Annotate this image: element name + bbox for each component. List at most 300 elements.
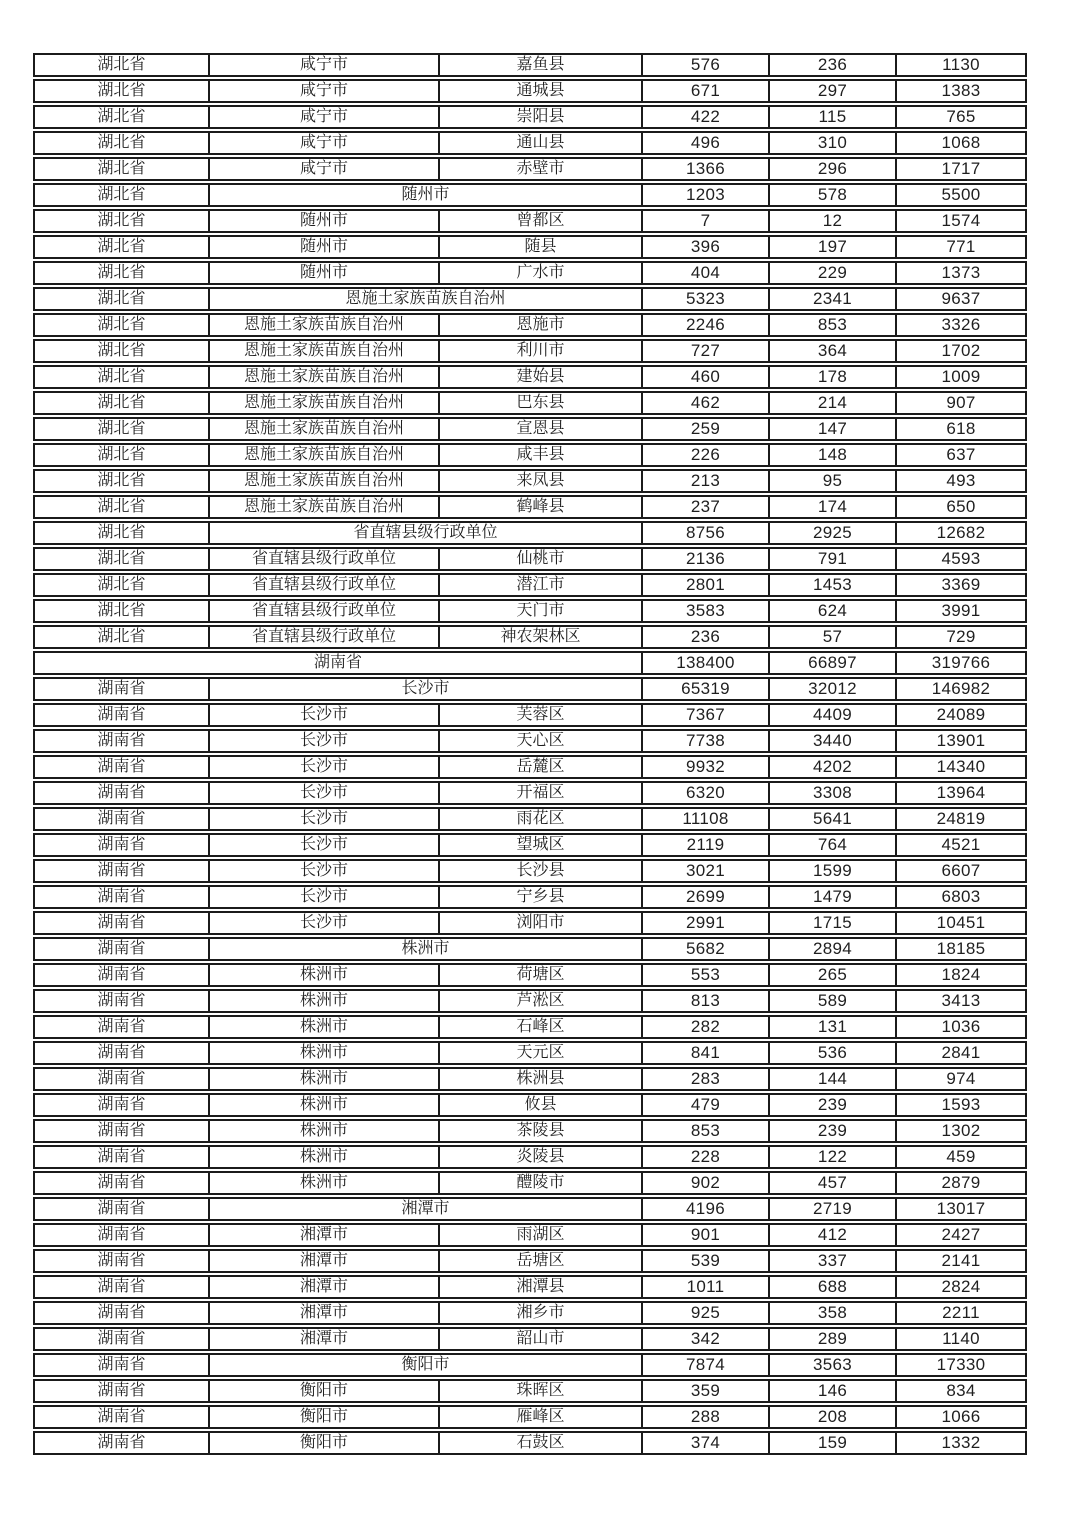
value2-cell: 144 (770, 1069, 897, 1089)
city-cell: 长沙市 (210, 861, 440, 881)
value1-cell: 479 (643, 1095, 770, 1115)
value3-cell: 1036 (941, 1017, 981, 1036)
value2-cell: 57 (770, 627, 897, 647)
county-cell: 株洲县 (440, 1069, 643, 1089)
value1-cell: 228 (643, 1147, 770, 1167)
value2-cell: 147 (770, 419, 897, 439)
table-row (33, 1197, 1027, 1221)
county-cell: 珠晖区 (440, 1381, 643, 1401)
value3-cell: 1302 (941, 1121, 981, 1140)
city-total-cell: 恩施土家族苗族自治州 (210, 289, 643, 309)
value1-cell: 8756 (643, 523, 770, 543)
city-cell: 衡阳市 (210, 1381, 440, 1401)
value2-cell: 297 (770, 81, 897, 101)
value2-cell: 1599 (770, 861, 897, 881)
value3-cell: 1593 (941, 1095, 981, 1114)
table-row (33, 79, 1027, 103)
value3-cell: 18185 (936, 939, 986, 958)
county-cell: 广水市 (440, 263, 643, 283)
city-cell: 咸宁市 (210, 81, 440, 101)
county-cell: 嘉鱼县 (440, 55, 643, 75)
city-cell: 长沙市 (210, 809, 440, 829)
table-row (33, 755, 1027, 779)
value2-cell: 1453 (770, 575, 897, 595)
value1-cell: 65319 (643, 679, 770, 699)
table-row (33, 1171, 1027, 1195)
province-cell: 湖北省 (35, 601, 210, 621)
city-cell: 省直辖县级行政单位 (210, 575, 440, 595)
value2-cell: 289 (770, 1329, 897, 1349)
value1-cell: 5323 (643, 289, 770, 309)
value2-cell: 178 (770, 367, 897, 387)
value1-cell: 237 (643, 497, 770, 517)
table-row (33, 625, 1027, 649)
value1-cell: 901 (643, 1225, 770, 1245)
value2-cell: 229 (770, 263, 897, 283)
city-cell: 长沙市 (210, 731, 440, 751)
table-row (33, 1119, 1027, 1143)
table-row (33, 287, 1027, 311)
value3-cell: 1574 (941, 211, 981, 230)
county-cell: 随县 (440, 237, 643, 257)
city-cell: 株洲市 (210, 965, 440, 985)
city-cell: 咸宁市 (210, 55, 440, 75)
value3-cell: 771 (946, 237, 976, 256)
table-row (33, 781, 1027, 805)
value3-cell: 4521 (941, 835, 981, 854)
province-cell: 湖南省 (35, 679, 210, 699)
value3-cell: 9637 (941, 289, 981, 308)
province-cell: 湖南省 (35, 913, 210, 933)
province-total-cell: 湖南省 (35, 653, 643, 673)
table-row (33, 53, 1027, 77)
value3-cell: 493 (946, 471, 976, 490)
value1-cell: 727 (643, 341, 770, 361)
value3-cell: 2841 (941, 1043, 981, 1062)
province-cell: 湖北省 (35, 159, 210, 179)
city-cell: 株洲市 (210, 1043, 440, 1063)
value3-cell: 1373 (941, 263, 981, 282)
city-cell: 株洲市 (210, 1147, 440, 1167)
table-row (33, 599, 1027, 623)
province-cell: 湖南省 (35, 887, 210, 907)
table-row (33, 105, 1027, 129)
county-cell: 茶陵县 (440, 1121, 643, 1141)
value2-cell: 1715 (770, 913, 897, 933)
county-cell: 利川市 (440, 341, 643, 361)
county-cell: 雨花区 (440, 809, 643, 829)
province-cell: 湖北省 (35, 393, 210, 413)
table-row (33, 1015, 1027, 1039)
province-cell: 湖南省 (35, 1329, 210, 1349)
table-row (33, 495, 1027, 519)
table-row (33, 859, 1027, 883)
value2-cell: 791 (770, 549, 897, 569)
value2-cell: 364 (770, 341, 897, 361)
county-cell: 通城县 (440, 81, 643, 101)
city-cell: 株洲市 (210, 991, 440, 1011)
value3-cell: 5500 (941, 185, 981, 204)
value3-cell: 974 (946, 1069, 976, 1088)
city-cell: 长沙市 (210, 913, 440, 933)
value2-cell: 66897 (770, 653, 897, 673)
city-cell: 湘潭市 (210, 1251, 440, 1271)
province-cell: 湖北省 (35, 523, 210, 543)
province-cell: 湖北省 (35, 81, 210, 101)
value3-cell: 6607 (941, 861, 981, 880)
table-row (33, 1223, 1027, 1247)
province-cell: 湖南省 (35, 991, 210, 1011)
value1-cell: 3583 (643, 601, 770, 621)
value1-cell: 2699 (643, 887, 770, 907)
value1-cell: 2136 (643, 549, 770, 569)
table-row (33, 1301, 1027, 1325)
province-cell: 湖南省 (35, 1303, 210, 1323)
table-row (33, 547, 1027, 571)
value1-cell: 2991 (643, 913, 770, 933)
county-cell: 望城区 (440, 835, 643, 855)
province-cell: 湖北省 (35, 55, 210, 75)
value1-cell: 138400 (643, 653, 770, 673)
value3-cell: 6803 (941, 887, 981, 906)
value2-cell: 4409 (770, 705, 897, 725)
city-cell: 咸宁市 (210, 159, 440, 179)
value2-cell: 148 (770, 445, 897, 465)
province-cell: 湖北省 (35, 575, 210, 595)
county-cell: 神农架林区 (440, 627, 643, 647)
province-cell: 湖南省 (35, 1121, 210, 1141)
city-cell: 株洲市 (210, 1173, 440, 1193)
value3-cell: 13017 (936, 1199, 986, 1218)
city-cell: 恩施土家族苗族自治州 (210, 419, 440, 439)
value3-cell: 2879 (941, 1173, 981, 1192)
table-row (33, 963, 1027, 987)
city-cell: 恩施土家族苗族自治州 (210, 393, 440, 413)
value3-cell: 650 (946, 497, 976, 516)
value1-cell: 7 (643, 211, 770, 231)
value2-cell: 578 (770, 185, 897, 205)
province-cell: 湖南省 (35, 1173, 210, 1193)
value2-cell: 589 (770, 991, 897, 1011)
value1-cell: 1011 (643, 1277, 770, 1297)
value1-cell: 1366 (643, 159, 770, 179)
county-cell: 天元区 (440, 1043, 643, 1063)
table-row (33, 443, 1027, 467)
table-row (33, 677, 1027, 701)
table-row (33, 469, 1027, 493)
value1-cell: 7738 (643, 731, 770, 751)
value1-cell: 226 (643, 445, 770, 465)
value3-cell: 2211 (942, 1303, 980, 1322)
county-cell: 鹤峰县 (440, 497, 643, 517)
table-row (33, 1145, 1027, 1169)
value2-cell: 208 (770, 1407, 897, 1427)
value2-cell: 95 (770, 471, 897, 491)
province-cell: 湖北省 (35, 211, 210, 231)
county-cell: 建始县 (440, 367, 643, 387)
value2-cell: 412 (770, 1225, 897, 1245)
value3-cell: 3326 (941, 315, 981, 334)
value2-cell: 122 (770, 1147, 897, 1167)
value3-cell: 907 (946, 393, 976, 412)
value1-cell: 2801 (643, 575, 770, 595)
value3-cell: 1009 (941, 367, 981, 386)
value1-cell: 288 (643, 1407, 770, 1427)
city-cell: 随州市 (210, 237, 440, 257)
value3-cell: 459 (946, 1147, 976, 1166)
value1-cell: 576 (643, 55, 770, 75)
county-cell: 岳塘区 (440, 1251, 643, 1271)
value2-cell: 296 (770, 159, 897, 179)
county-cell: 荷塘区 (440, 965, 643, 985)
county-cell: 恩施市 (440, 315, 643, 335)
county-cell: 炎陵县 (440, 1147, 643, 1167)
table-row (33, 989, 1027, 1013)
value3-cell: 729 (946, 627, 976, 646)
county-cell: 崇阳县 (440, 107, 643, 127)
value3-cell: 14340 (936, 757, 986, 776)
province-cell: 湖南省 (35, 861, 210, 881)
value3-cell: 618 (946, 419, 976, 438)
value2-cell: 457 (770, 1173, 897, 1193)
province-cell: 湖南省 (35, 705, 210, 725)
county-cell: 通山县 (440, 133, 643, 153)
city-cell: 株洲市 (210, 1095, 440, 1115)
value2-cell: 115 (770, 107, 897, 127)
county-cell: 韶山市 (440, 1329, 643, 1349)
value2-cell: 3440 (770, 731, 897, 751)
city-cell: 衡阳市 (210, 1407, 440, 1427)
value3-cell: 319766 (931, 653, 991, 672)
city-total-cell: 株洲市 (210, 939, 643, 959)
value3-cell: 1824 (941, 965, 981, 984)
table-row (33, 1249, 1027, 1273)
table-row (33, 313, 1027, 337)
value2-cell: 2925 (770, 523, 897, 543)
value2-cell: 239 (770, 1121, 897, 1141)
value2-cell: 239 (770, 1095, 897, 1115)
province-cell: 湖南省 (35, 1199, 210, 1219)
city-cell: 恩施土家族苗族自治州 (210, 315, 440, 335)
province-cell: 湖南省 (35, 809, 210, 829)
value1-cell: 460 (643, 367, 770, 387)
province-cell: 湖南省 (35, 939, 210, 959)
value3-cell: 12682 (936, 523, 986, 542)
city-cell: 咸宁市 (210, 107, 440, 127)
value1-cell: 404 (643, 263, 770, 283)
value3-cell: 2427 (941, 1225, 981, 1244)
value3-cell: 24089 (936, 705, 986, 724)
value2-cell: 2894 (770, 939, 897, 959)
province-cell: 湖北省 (35, 263, 210, 283)
county-cell: 岳麓区 (440, 757, 643, 777)
province-cell: 湖北省 (35, 341, 210, 361)
province-cell: 湖南省 (35, 1355, 210, 1375)
city-cell: 株洲市 (210, 1017, 440, 1037)
city-cell: 长沙市 (210, 757, 440, 777)
value2-cell: 3563 (770, 1355, 897, 1375)
value3-cell: 4593 (941, 549, 981, 568)
value2-cell: 688 (770, 1277, 897, 1297)
county-cell: 芦淞区 (440, 991, 643, 1011)
value2-cell: 159 (770, 1433, 897, 1453)
county-cell: 浏阳市 (440, 913, 643, 933)
value1-cell: 213 (643, 471, 770, 491)
province-cell: 湖南省 (35, 1251, 210, 1271)
table-row (33, 729, 1027, 753)
city-cell: 恩施土家族苗族自治州 (210, 471, 440, 491)
value3-cell: 2141 (941, 1251, 981, 1270)
city-cell: 长沙市 (210, 705, 440, 725)
province-cell: 湖南省 (35, 1433, 210, 1453)
county-cell: 咸丰县 (440, 445, 643, 465)
value2-cell: 214 (770, 393, 897, 413)
province-cell: 湖南省 (35, 731, 210, 751)
table-row (33, 807, 1027, 831)
table-row (33, 417, 1027, 441)
city-cell: 湘潭市 (210, 1225, 440, 1245)
table-row (33, 573, 1027, 597)
value2-cell: 536 (770, 1043, 897, 1063)
city-total-cell: 长沙市 (210, 679, 643, 699)
province-cell: 湖南省 (35, 1017, 210, 1037)
table-row (33, 183, 1027, 207)
value2-cell: 32012 (770, 679, 897, 699)
county-cell: 石峰区 (440, 1017, 643, 1037)
value3-cell: 146982 (931, 679, 991, 698)
value1-cell: 813 (643, 991, 770, 1011)
county-cell: 潜江市 (440, 575, 643, 595)
table-row (33, 1327, 1027, 1351)
table-row (33, 235, 1027, 259)
table-row (33, 1431, 1027, 1455)
table-row (33, 1093, 1027, 1117)
province-cell: 湖北省 (35, 471, 210, 491)
city-cell: 长沙市 (210, 835, 440, 855)
value3-cell: 3369 (941, 575, 981, 594)
value3-cell: 1130 (942, 55, 980, 74)
province-cell: 湖北省 (35, 315, 210, 335)
county-cell: 攸县 (440, 1095, 643, 1115)
value1-cell: 2246 (643, 315, 770, 335)
value2-cell: 131 (770, 1017, 897, 1037)
city-cell: 衡阳市 (210, 1433, 440, 1453)
city-cell: 恩施土家族苗族自治州 (210, 341, 440, 361)
table-row (33, 911, 1027, 935)
value1-cell: 4196 (643, 1199, 770, 1219)
province-cell: 湖南省 (35, 1407, 210, 1427)
value3-cell: 24819 (936, 809, 986, 828)
value3-cell: 17330 (936, 1355, 986, 1374)
value1-cell: 841 (643, 1043, 770, 1063)
table-row (33, 937, 1027, 961)
province-cell: 湖南省 (35, 1043, 210, 1063)
county-cell: 湘潭县 (440, 1277, 643, 1297)
province-cell: 湖南省 (35, 1095, 210, 1115)
value2-cell: 4202 (770, 757, 897, 777)
city-cell: 株洲市 (210, 1069, 440, 1089)
value2-cell: 146 (770, 1381, 897, 1401)
value1-cell: 396 (643, 237, 770, 257)
province-cell: 湖北省 (35, 549, 210, 569)
value1-cell: 283 (643, 1069, 770, 1089)
province-cell: 湖北省 (35, 367, 210, 387)
value1-cell: 853 (643, 1121, 770, 1141)
value2-cell: 1479 (770, 887, 897, 907)
table-row (33, 1353, 1027, 1377)
value1-cell: 342 (643, 1329, 770, 1349)
value3-cell: 1702 (941, 341, 981, 360)
value2-cell: 310 (770, 133, 897, 153)
table-row (33, 833, 1027, 857)
city-cell: 随州市 (210, 211, 440, 231)
value1-cell: 2119 (643, 835, 770, 855)
city-total-cell: 湘潭市 (210, 1199, 643, 1219)
city-cell: 省直辖县级行政单位 (210, 627, 440, 647)
province-cell: 湖南省 (35, 1277, 210, 1297)
province-cell: 湖北省 (35, 107, 210, 127)
county-cell: 芙蓉区 (440, 705, 643, 725)
value1-cell: 259 (643, 419, 770, 439)
value3-cell: 1066 (941, 1407, 981, 1426)
table-row (33, 1041, 1027, 1065)
value3-cell: 1383 (941, 81, 981, 100)
city-cell: 株洲市 (210, 1121, 440, 1141)
province-cell: 湖北省 (35, 237, 210, 257)
value2-cell: 358 (770, 1303, 897, 1323)
city-cell: 湘潭市 (210, 1329, 440, 1349)
value3-cell: 834 (946, 1381, 976, 1400)
value1-cell: 9932 (643, 757, 770, 777)
value1-cell: 7874 (643, 1355, 770, 1375)
county-cell: 醴陵市 (440, 1173, 643, 1193)
value3-cell: 13901 (936, 731, 986, 750)
value2-cell: 5641 (770, 809, 897, 829)
city-cell: 恩施土家族苗族自治州 (210, 497, 440, 517)
table-row (33, 261, 1027, 285)
table-row (33, 1067, 1027, 1091)
county-cell: 宣恩县 (440, 419, 643, 439)
province-cell: 湖南省 (35, 1069, 210, 1089)
table-row (33, 339, 1027, 363)
table-row (33, 885, 1027, 909)
value1-cell: 236 (643, 627, 770, 647)
value3-cell: 1332 (941, 1433, 981, 1452)
county-cell: 开福区 (440, 783, 643, 803)
city-total-cell: 随州市 (210, 185, 643, 205)
table-row (33, 651, 1027, 675)
region-statistics-table (33, 53, 1027, 1457)
province-cell: 湖北省 (35, 445, 210, 465)
table-row (33, 365, 1027, 389)
value3-cell: 2824 (941, 1277, 981, 1296)
value2-cell: 764 (770, 835, 897, 855)
city-total-cell: 衡阳市 (210, 1355, 643, 1375)
table-row (33, 131, 1027, 155)
table-row (33, 209, 1027, 233)
city-cell: 省直辖县级行政单位 (210, 601, 440, 621)
value1-cell: 462 (643, 393, 770, 413)
value2-cell: 853 (770, 315, 897, 335)
value1-cell: 539 (643, 1251, 770, 1271)
county-cell: 天心区 (440, 731, 643, 751)
value1-cell: 671 (643, 81, 770, 101)
city-total-cell: 省直辖县级行政单位 (210, 523, 643, 543)
value2-cell: 2719 (770, 1199, 897, 1219)
province-cell: 湖南省 (35, 965, 210, 985)
value1-cell: 6320 (643, 783, 770, 803)
city-cell: 咸宁市 (210, 133, 440, 153)
